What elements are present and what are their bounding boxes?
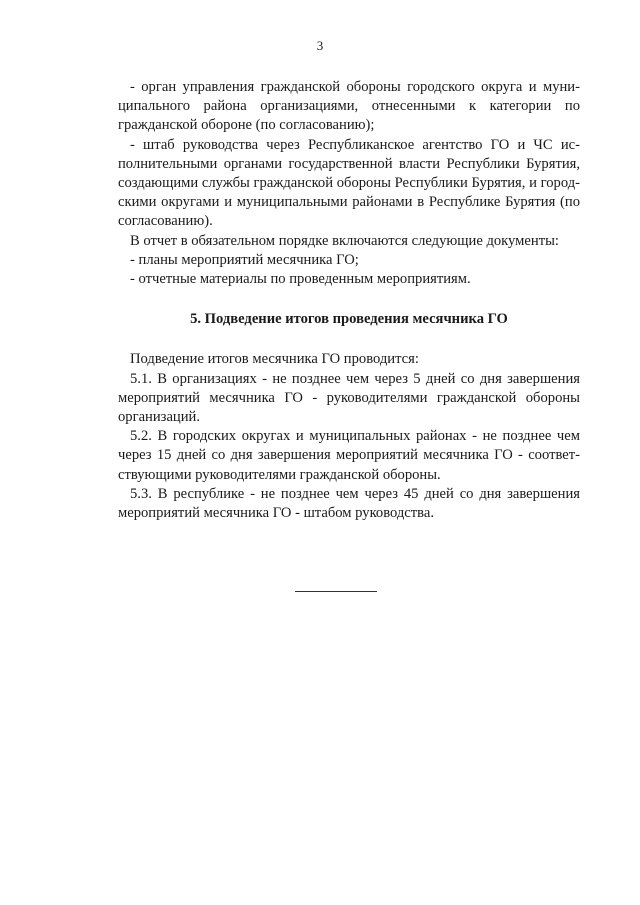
page-number: 3 bbox=[316, 38, 324, 53]
document-body bbox=[118, 78, 580, 523]
section-item-5-1: 5.1. В организациях - не позднее чем через 5 дней со дня завершения мероприятий месячника ГО - руководителями гражданской обороны организаций. bbox=[118, 370, 580, 426]
section-item-5-3: 5.3. В республике - не позднее чем через 45 дней со дня завершения мероприятий месячника ГО - штабом руководства. bbox=[118, 485, 580, 522]
list-item-report-materials: - отчетные материалы по проведенным мероприятиям. bbox=[130, 271, 471, 288]
list-item-event-plans: - планы мероприятий месячника ГО; bbox=[130, 251, 359, 268]
paragraph-report-documents: В отчет в обязательном порядке включаются следующие документы: bbox=[130, 232, 559, 249]
section-item-5-2: 5.2. В городских округах и муниципальных районах - не позднее чем через 15 дней со дня завершения мероприятий месячника ГО - соответствующими руководителями гражданской обороны. bbox=[118, 428, 580, 483]
paragraph-control-body-municipal: - орган управления гражданской обороны городского округа и муниципального района организациями, отнесенными к категории по гражданской обороне (по согласованию); bbox=[118, 79, 580, 134]
end-separator-line bbox=[295, 591, 377, 592]
section-heading: 5. Подведение итогов проведения месячника ГО bbox=[190, 311, 508, 328]
section-intro: Подведение итогов месячника ГО проводится: bbox=[130, 351, 419, 368]
paragraph-headquarters: - штаб руководства через Республиканское агентство ГО и ЧС исполнительными органами государственной власти Республики Бурятия, создающими службы гражданской обороны Республики Бурятия, и городскими округами и муниципальными районами в Республике Бурятия (по согласованию). bbox=[118, 136, 580, 230]
